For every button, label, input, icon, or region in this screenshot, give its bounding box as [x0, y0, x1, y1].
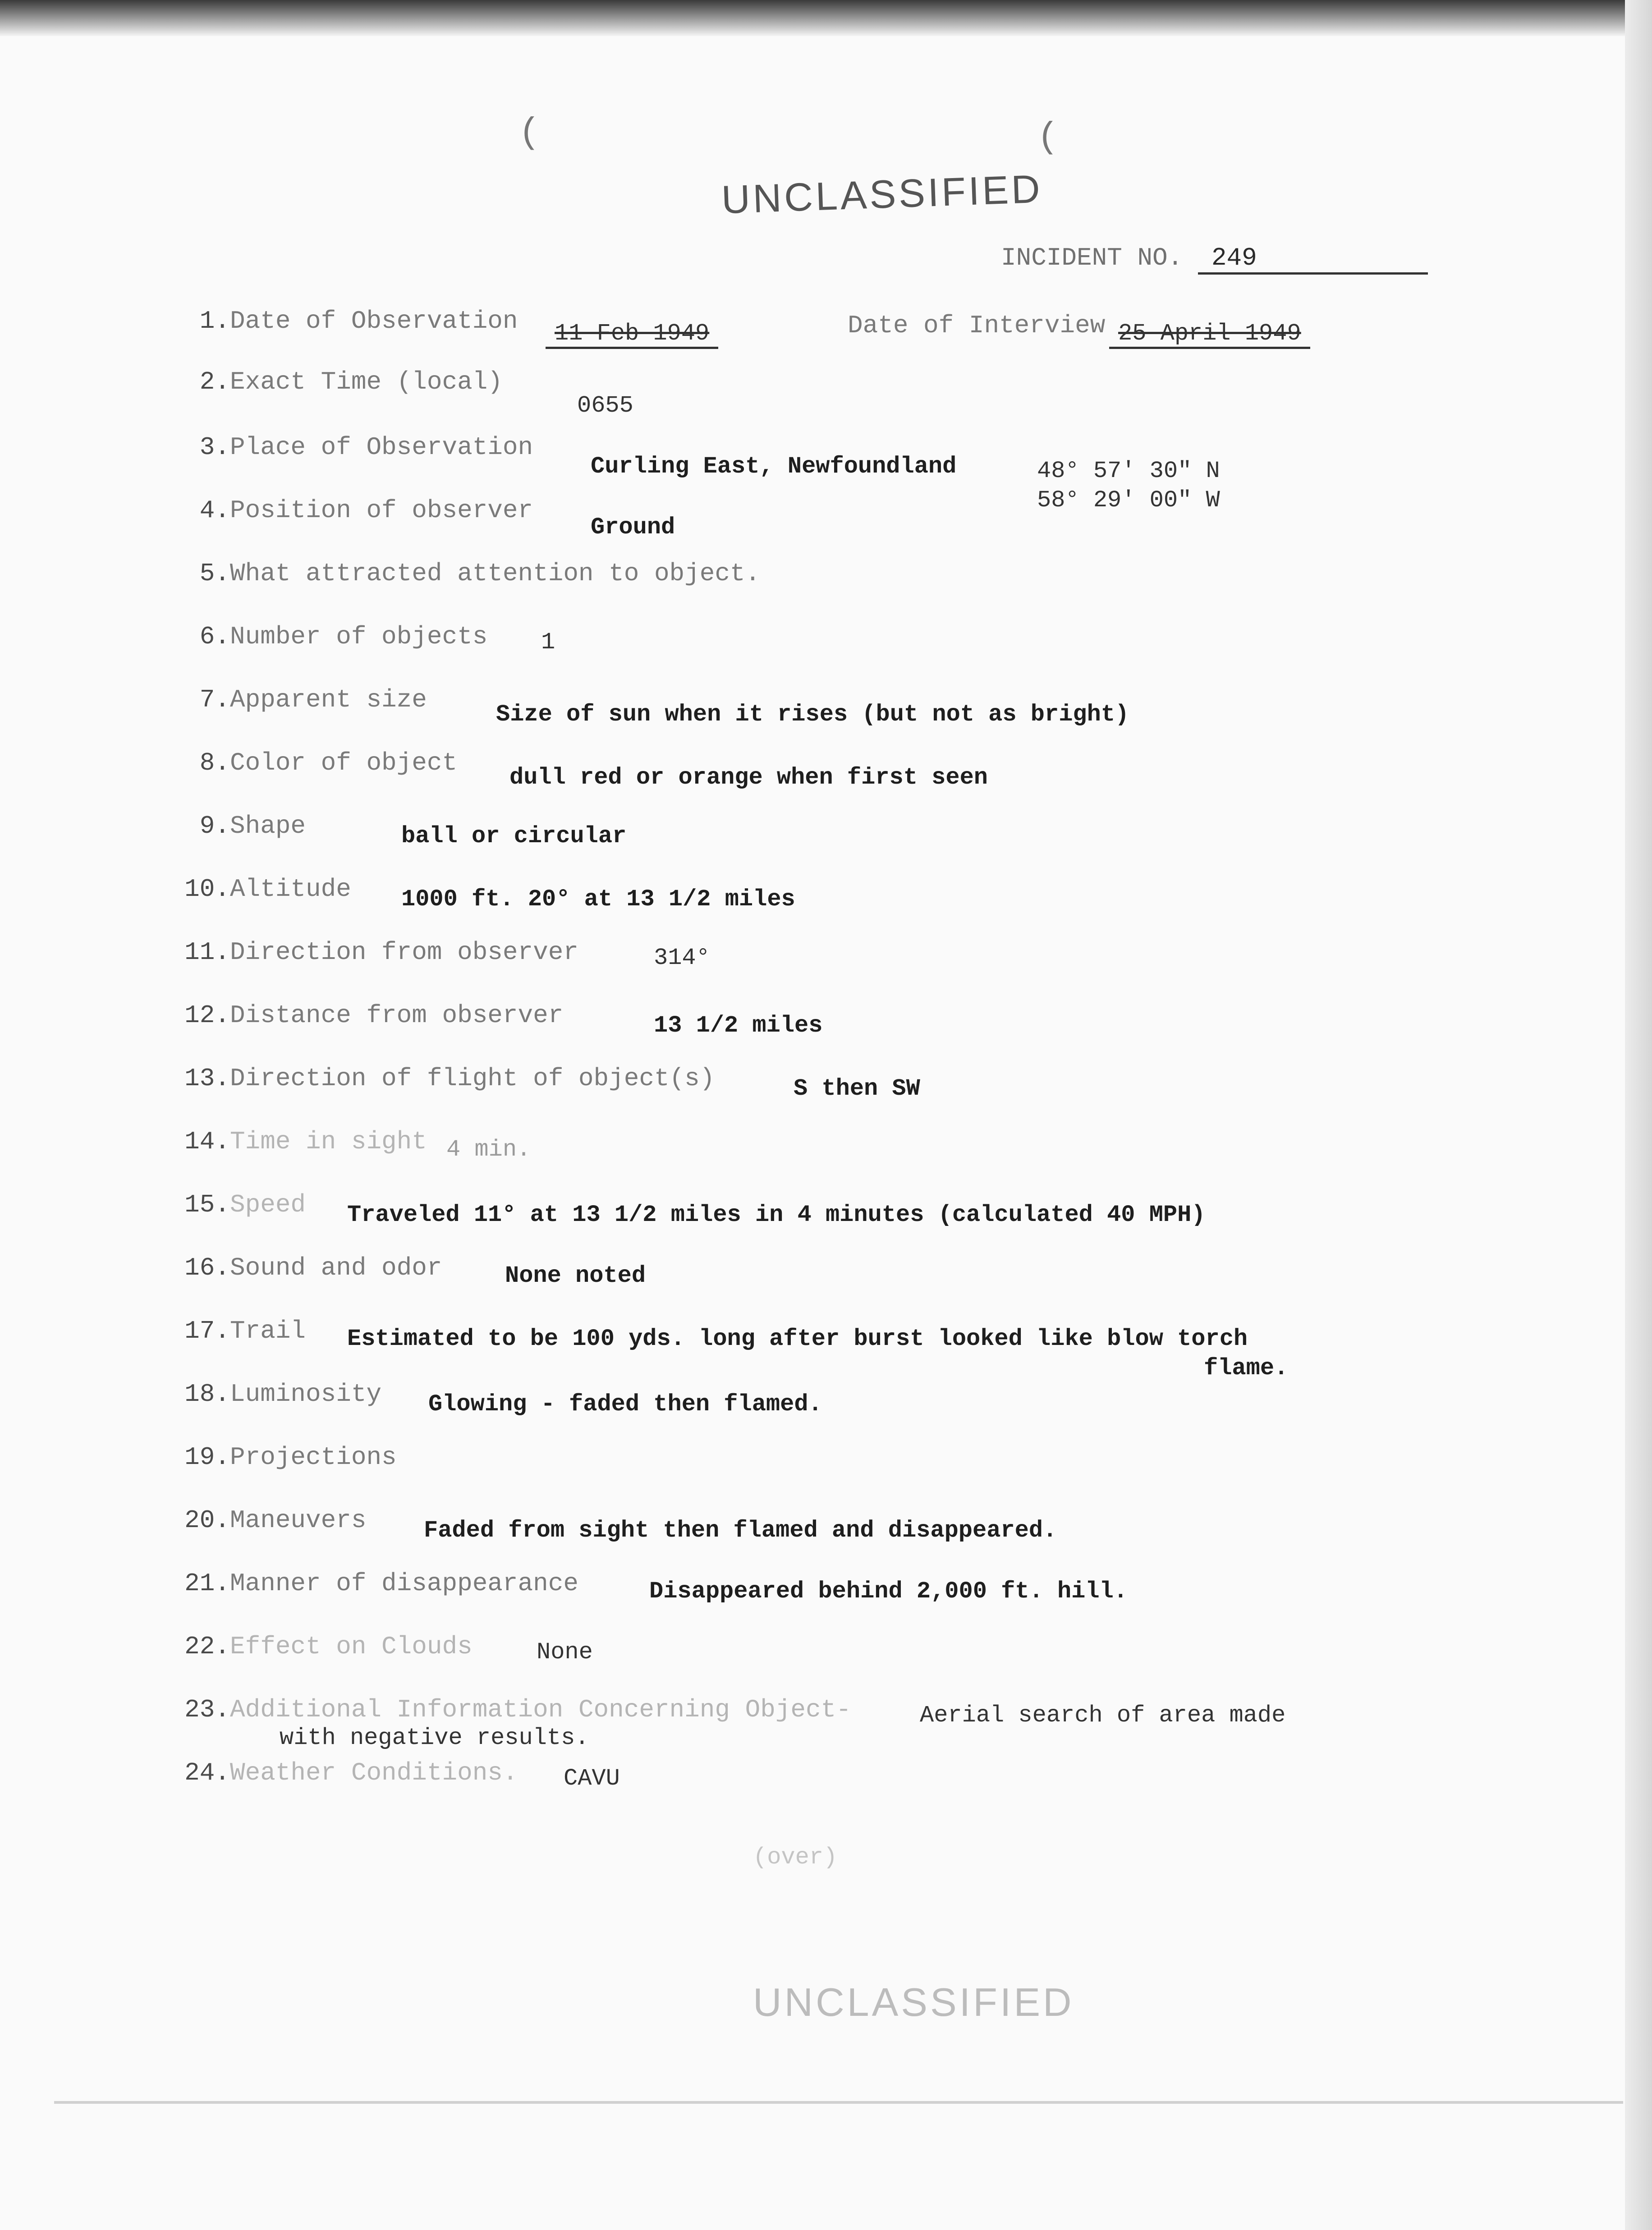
label-date-of-observation: Date of Observation [230, 307, 518, 335]
stray-mark: ( [519, 113, 541, 154]
label-trail: Trail [230, 1317, 306, 1345]
item-number: 20. [184, 1506, 230, 1535]
label-speed: Speed [230, 1190, 306, 1219]
item-number: 21. [184, 1569, 230, 1598]
stray-mark: ( [1037, 117, 1059, 158]
value-date-of-interview: 25 April 1949 [1109, 320, 1310, 349]
film-edge-top [0, 0, 1652, 36]
over-indicator: (over) [753, 1844, 838, 1871]
label-maneuvers: Maneuvers [230, 1506, 367, 1535]
item-number: 4. [199, 496, 230, 525]
value-place-of-observation: Curling East, Newfoundland [591, 453, 957, 480]
label-what-attracted-attention: What attracted attention to object. [230, 559, 761, 588]
label-date-of-interview: Date of Interview [848, 311, 1106, 340]
label-additional-information: Additional Information Concerning Object- [230, 1695, 851, 1724]
value-additional-information: Aerial search of area made [920, 1702, 1286, 1729]
classification-stamp-bottom: UNCLASSIFIED [753, 1980, 1074, 2024]
sheet-bottom-edge [54, 2101, 1623, 2104]
label-manner-of-disappearance: Manner of disappearance [230, 1569, 578, 1598]
value-sound-and-odor: None noted [505, 1262, 646, 1289]
label-distance-from-observer: Distance from observer [230, 1001, 564, 1030]
value-maneuvers: Faded from sight then flamed and disappeared. [424, 1517, 1057, 1544]
label-weather-conditions: Weather Conditions. [230, 1758, 518, 1787]
film-edge-right [1625, 0, 1652, 2230]
label-direction-of-flight: Direction of flight of object(s) [230, 1064, 715, 1093]
item-number: 15. [184, 1190, 230, 1219]
value-direction-of-flight: S then SW [794, 1075, 920, 1102]
value-position-of-observer: Ground [591, 514, 675, 541]
item-number: 18. [184, 1380, 230, 1409]
value-latitude: 48° 57' 30" N [1037, 458, 1220, 484]
value-shape: ball or circular [401, 823, 627, 849]
label-apparent-size: Apparent size [230, 685, 427, 714]
item-number: 1. [199, 307, 230, 335]
label-sound-and-odor: Sound and odor [230, 1253, 442, 1282]
value-apparent-size: Size of sun when it rises (but not as bright) [496, 701, 1129, 728]
incident-number-line [1001, 243, 1428, 275]
item-number: 24. [184, 1758, 230, 1787]
item-number: 2. [199, 367, 230, 396]
item-number: 7. [199, 685, 230, 714]
value-color-of-object: dull red or orange when first seen [509, 764, 988, 791]
item-number: 9. [199, 812, 230, 840]
item-number: 5. [199, 559, 230, 588]
value-speed: Traveled 11° at 13 1/2 miles in 4 minutes (calculated 40 MPH) [347, 1202, 1206, 1228]
classification-stamp-top: UNCLASSIFIED [720, 166, 1044, 222]
item-number: 12. [184, 1001, 230, 1030]
value-date-of-observation: 11 Feb 1949 [546, 320, 718, 349]
item-number: 22. [184, 1632, 230, 1661]
label-effect-on-clouds: Effect on Clouds [230, 1632, 473, 1661]
label-luminosity: Luminosity [230, 1380, 382, 1409]
item-number: 8. [199, 748, 230, 777]
item-number: 6. [199, 622, 230, 651]
item-number: 10. [184, 875, 230, 904]
value-time-in-sight: 4 min. [446, 1136, 531, 1163]
label-altitude: Altitude [230, 875, 351, 904]
value-additional-information-continued: with negative results. [280, 1725, 589, 1751]
label-place-of-observation: Place of Observation [230, 433, 533, 462]
label-exact-time: Exact Time (local) [230, 367, 503, 396]
value-trail: Estimated to be 100 yds. long after burst looked like blow torch [347, 1326, 1248, 1352]
value-exact-time: 0655 [577, 392, 633, 419]
item-number: 16. [184, 1253, 230, 1282]
incident-number: 249 [1198, 243, 1428, 275]
item-number: 13. [184, 1064, 230, 1093]
incident-label: INCIDENT NO. [1001, 243, 1183, 272]
label-position-of-observer: Position of observer [230, 496, 533, 525]
label-shape: Shape [230, 812, 306, 840]
item-number: 17. [184, 1317, 230, 1345]
value-effect-on-clouds: None [537, 1639, 593, 1666]
value-trail-continued: flame. [1204, 1355, 1289, 1381]
label-direction-from-observer: Direction from observer [230, 938, 578, 967]
value-luminosity: Glowing - faded then flamed. [428, 1391, 822, 1418]
value-direction-from-observer: 314° [654, 945, 710, 971]
value-manner-of-disappearance: Disappeared behind 2,000 ft. hill. [649, 1578, 1128, 1605]
label-projections: Projections [230, 1443, 397, 1472]
value-longitude: 58° 29' 00" W [1037, 487, 1220, 514]
value-distance-from-observer: 13 1/2 miles [654, 1012, 823, 1039]
item-number: 23. [184, 1695, 230, 1724]
item-number: 19. [184, 1443, 230, 1472]
label-number-of-objects: Number of objects [230, 622, 488, 651]
value-number-of-objects: 1 [541, 629, 555, 656]
label-time-in-sight: Time in sight [230, 1127, 427, 1156]
item-number: 3. [199, 433, 230, 462]
item-number: 14. [184, 1127, 230, 1156]
item-number: 11. [184, 938, 230, 967]
value-weather-conditions: CAVU [564, 1765, 620, 1792]
value-altitude: 1000 ft. 20° at 13 1/2 miles [401, 886, 795, 913]
label-color-of-object: Color of object [230, 748, 458, 777]
